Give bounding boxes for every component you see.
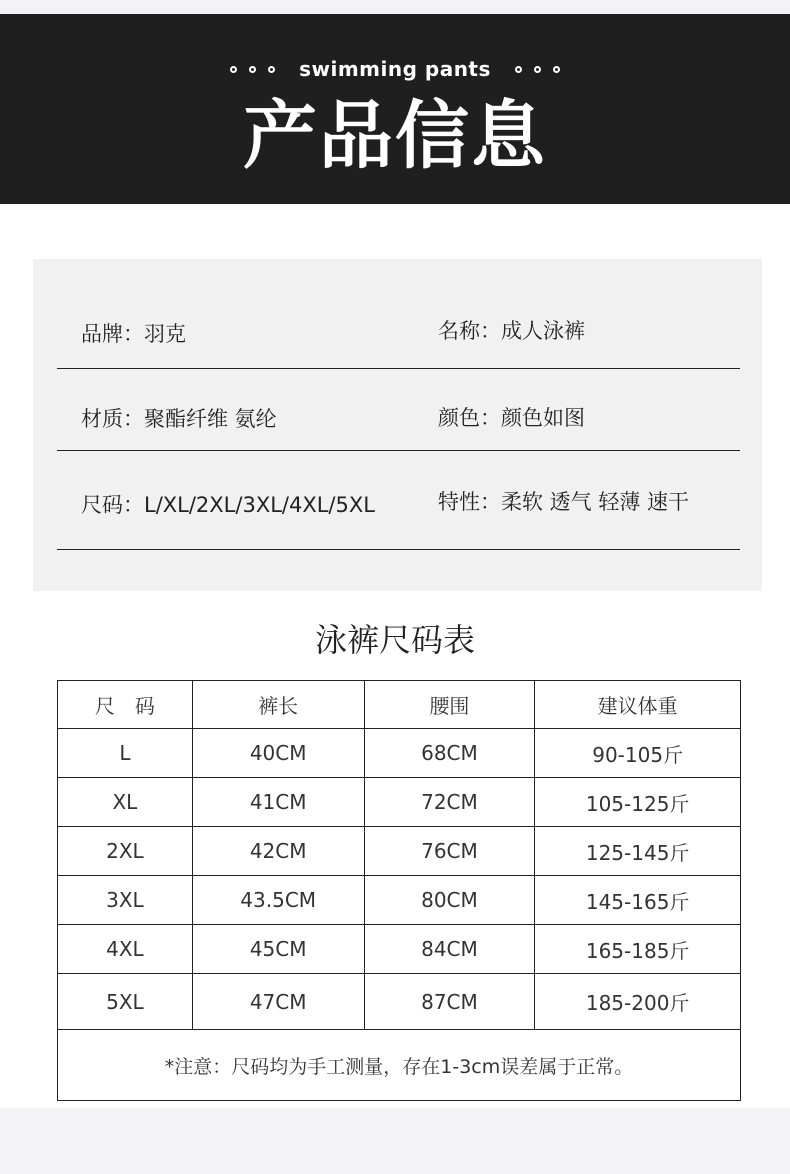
circle-icon [534, 66, 541, 73]
table-cell: 41CM [192, 778, 364, 827]
table-row [58, 827, 741, 876]
table-cell: 105-125斤 [535, 778, 741, 827]
size-chart-table [57, 680, 741, 1101]
table-row [58, 974, 741, 1030]
header-subtitle: swimming pants [299, 57, 491, 81]
table-cell: 40CM [192, 729, 364, 778]
info-panel [33, 259, 762, 591]
table-cell: L [58, 729, 193, 778]
info-row [57, 369, 740, 451]
table-cell: 2XL [58, 827, 193, 876]
table-cell: 3XL [58, 876, 193, 925]
table-cell: 84CM [364, 925, 535, 974]
info-material: 材质：聚酯纤维 氨纶 [81, 407, 277, 431]
circle-icon [249, 66, 256, 73]
subtitle-row [0, 54, 790, 84]
info-features: 特性：柔软 透气 轻薄 速干 [438, 490, 690, 514]
table-cell: 68CM [364, 729, 535, 778]
measurement-note: *注意：尺码均为手工测量，存在1-3cm误差属于正常。 [58, 1030, 741, 1101]
info-name: 名称：成人泳裤 [438, 319, 585, 343]
table-cell: XL [58, 778, 193, 827]
info-size: 尺码：L/XL/2XL/3XL/4XL/5XL [81, 493, 375, 517]
table-cell: 76CM [364, 827, 535, 876]
table-cell: 45CM [192, 925, 364, 974]
info-row [57, 259, 740, 369]
table-cell: 125-145斤 [535, 827, 741, 876]
page-title: 产品信息 [243, 93, 547, 179]
table-cell: 47CM [192, 974, 364, 1030]
table-row [58, 925, 741, 974]
table-cell: 185-200斤 [535, 974, 741, 1030]
table-header-row [58, 681, 741, 729]
circle-icon [268, 66, 275, 73]
table-cell: 5XL [58, 974, 193, 1030]
table-cell: 90-105斤 [535, 729, 741, 778]
info-color: 颜色：颜色如图 [438, 406, 585, 430]
info-brand: 品牌：羽克 [81, 322, 186, 346]
top-strip [0, 0, 790, 14]
table-cell: 145-165斤 [535, 876, 741, 925]
circle-icon [553, 66, 560, 73]
table-cell: 4XL [58, 925, 193, 974]
table-note-row [58, 1030, 741, 1101]
table-cell: 165-185斤 [535, 925, 741, 974]
column-header: 建议体重 [535, 681, 741, 729]
circle-icon [515, 66, 522, 73]
column-header: 裤长 [192, 681, 364, 729]
table-row [58, 729, 741, 778]
column-header: 腰围 [364, 681, 535, 729]
size-chart-title: 泳裤尺码表 [314, 621, 475, 659]
table-cell: 72CM [364, 778, 535, 827]
bottom-strip [0, 1108, 790, 1174]
table-row [58, 778, 741, 827]
table-cell: 42CM [192, 827, 364, 876]
header-banner [0, 14, 790, 204]
circle-icon [230, 66, 237, 73]
info-row [57, 451, 740, 550]
table-cell: 87CM [364, 974, 535, 1030]
table-row [58, 876, 741, 925]
table-cell: 80CM [364, 876, 535, 925]
table-cell: 43.5CM [192, 876, 364, 925]
column-header: 尺 码 [58, 681, 193, 729]
